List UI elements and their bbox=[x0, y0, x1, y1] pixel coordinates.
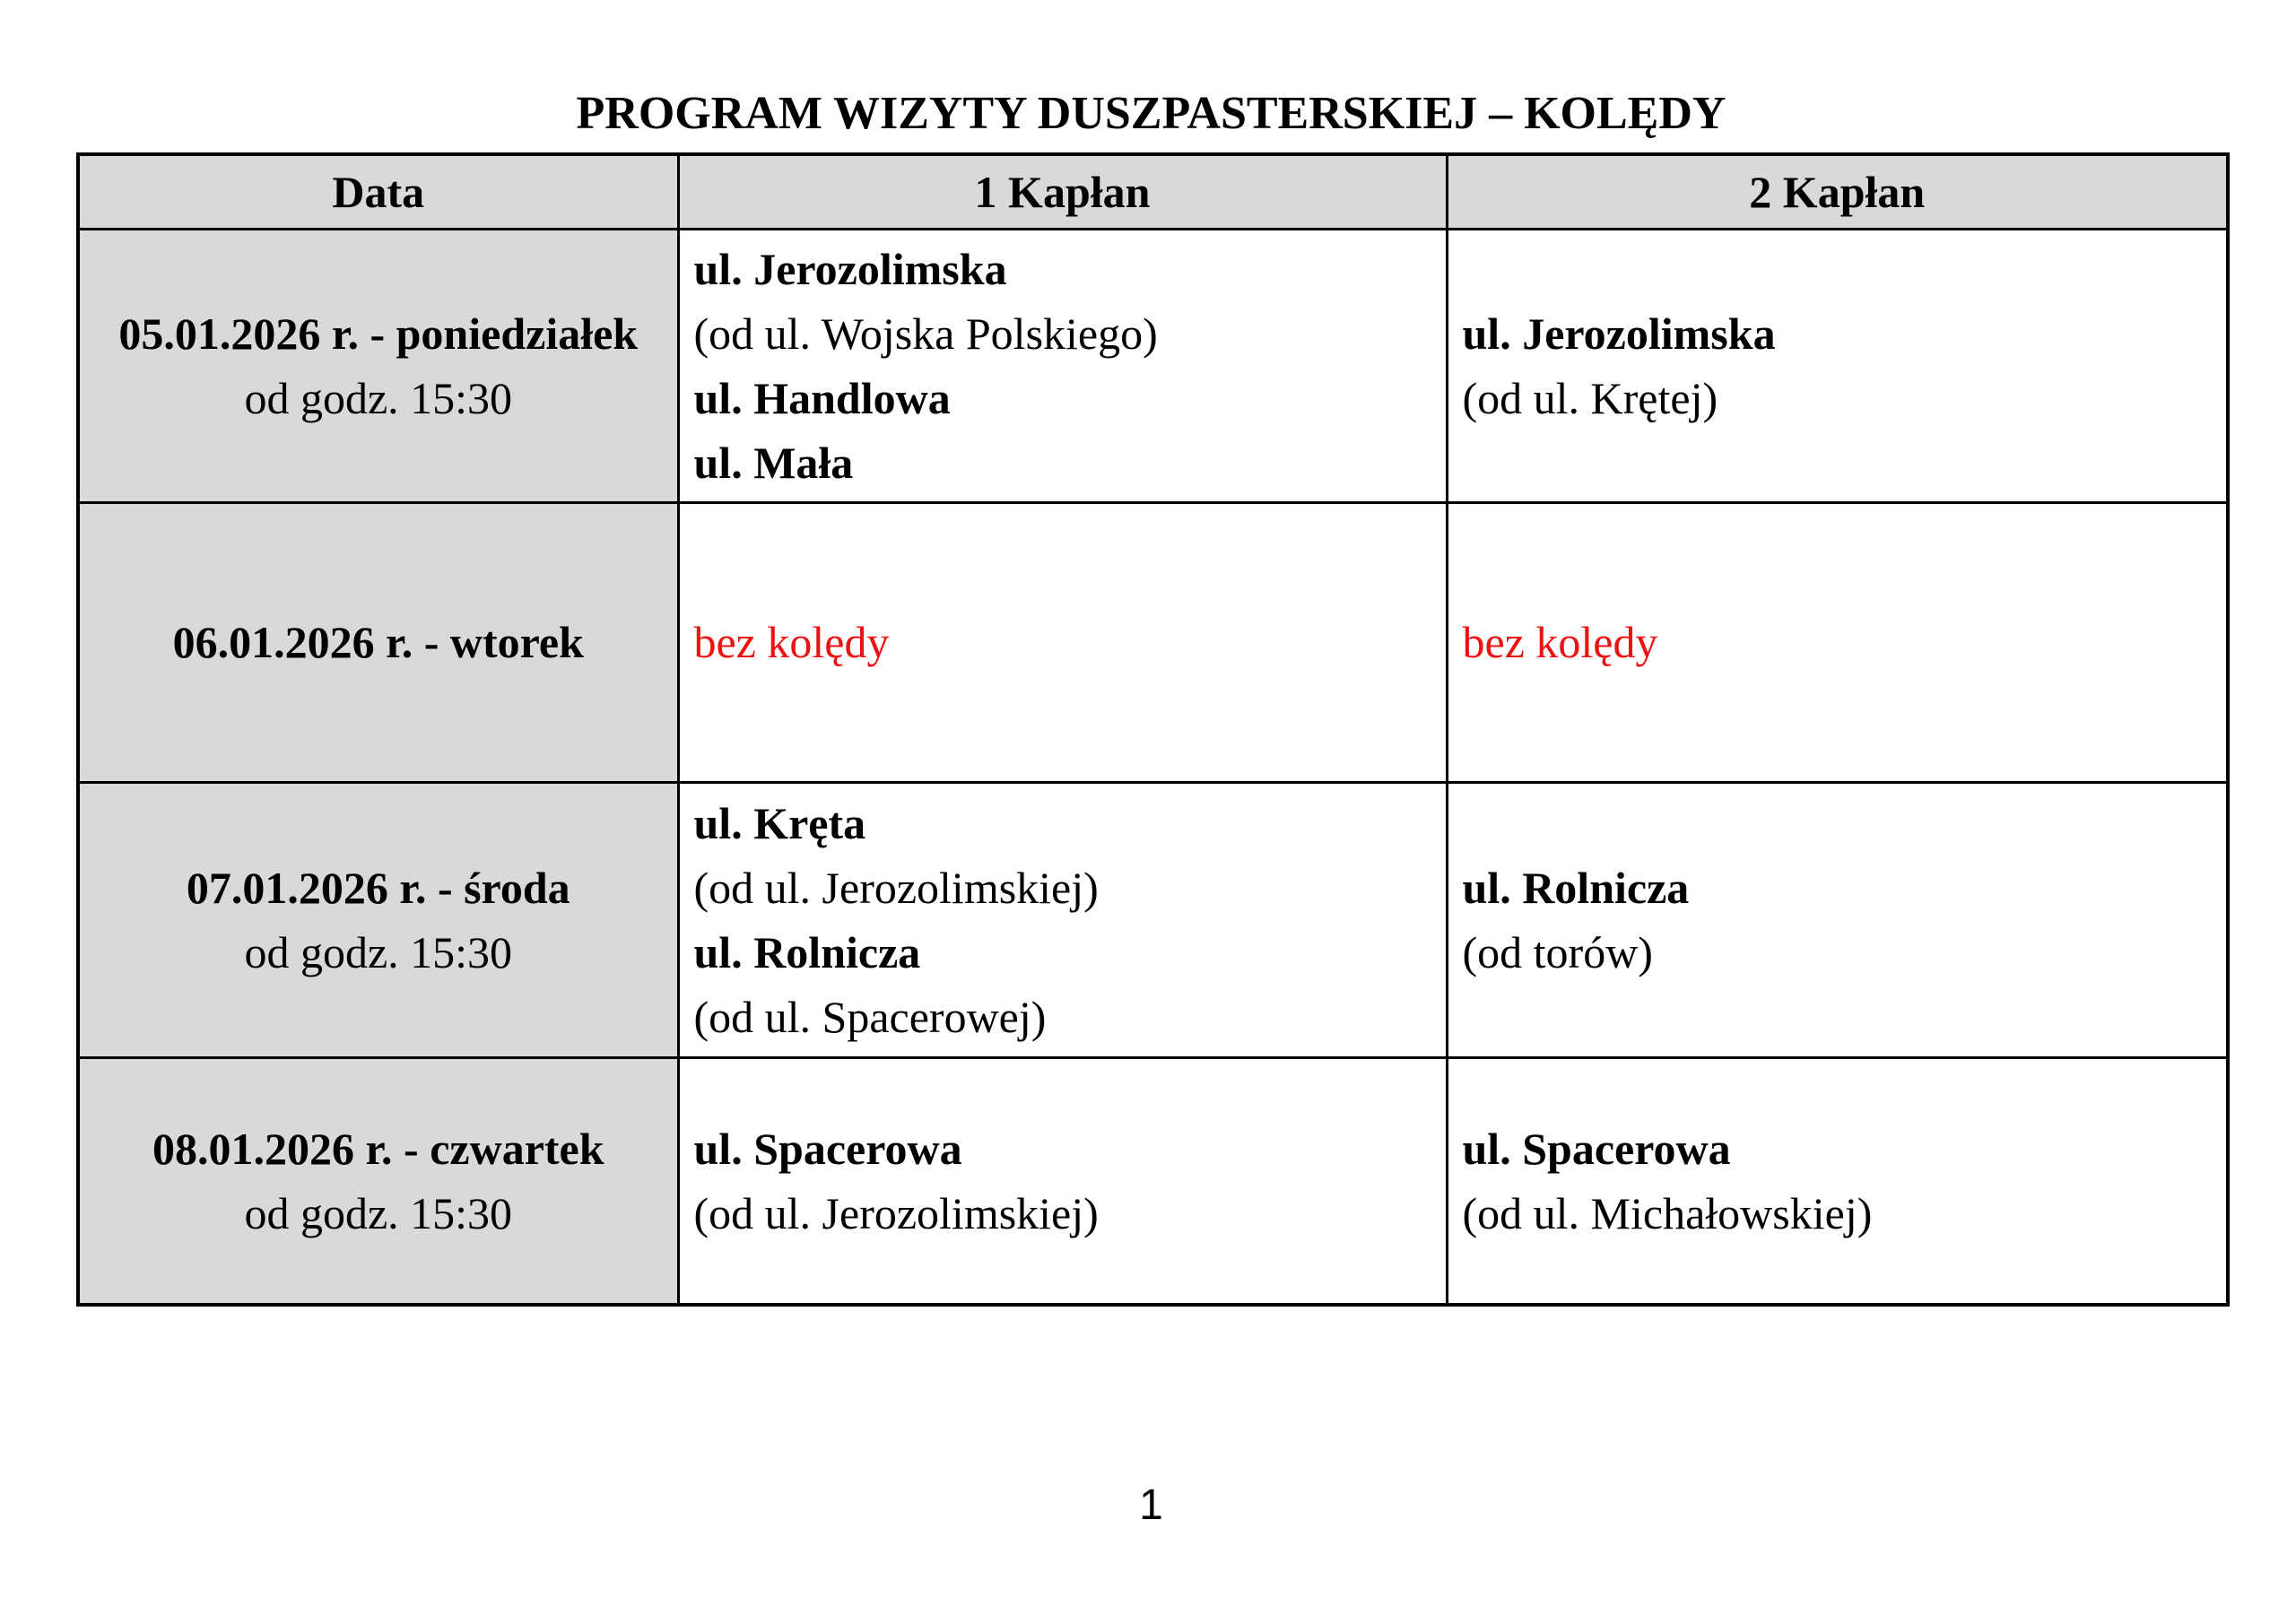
origin-note: (od ul. Spacerowej) bbox=[693, 991, 1047, 1042]
schedule-row bbox=[78, 229, 2228, 502]
street-line: ul. Jerozolimska bbox=[1462, 308, 1776, 359]
street-line: ul. Rolnicza bbox=[1462, 862, 1690, 913]
origin-note: (od ul. Wojska Polskiego) bbox=[693, 308, 1158, 359]
page-number: 1 bbox=[1139, 1481, 1163, 1529]
kaplan-1-cell bbox=[678, 782, 1447, 1057]
kaplan-1-cell bbox=[678, 502, 1447, 782]
street-line: ul. Spacerowa bbox=[1462, 1123, 1731, 1174]
origin-note: (od ul. Krętej) bbox=[1462, 372, 1718, 423]
date-cell bbox=[78, 782, 678, 1057]
schedule-row bbox=[78, 1057, 2228, 1305]
date-text: 07.01.2026 r. - środa bbox=[186, 862, 570, 913]
schedule-table bbox=[76, 152, 2230, 1307]
column-header-kaplan-2: 2 Kapłan bbox=[1447, 154, 2228, 229]
schedule-row bbox=[78, 782, 2228, 1057]
document-title: PROGRAM WIZYTY DUSZPASTERSKIEJ – KOLĘDY bbox=[576, 88, 1726, 139]
date-cell bbox=[78, 1057, 678, 1305]
kaplan-1-cell bbox=[678, 1057, 1447, 1305]
cancelled-note: bez kolędy bbox=[1462, 617, 1658, 667]
kaplan-2-cell bbox=[1447, 782, 2228, 1057]
kaplan-2-cell bbox=[1447, 502, 2228, 782]
schedule-body bbox=[78, 229, 2228, 1305]
street-line: ul. Mała bbox=[693, 437, 854, 488]
street-line: ul. Spacerowa bbox=[693, 1123, 962, 1174]
date-text: 05.01.2026 r. - poniedziałek bbox=[118, 308, 639, 359]
date-text: 08.01.2026 r. - czwartek bbox=[152, 1123, 604, 1174]
kaplan-1-cell bbox=[678, 229, 1447, 502]
date-cell bbox=[78, 502, 678, 782]
time-text: od godz. 15:30 bbox=[244, 1187, 513, 1238]
column-header-kaplan-1: 1 Kapłan bbox=[678, 154, 1447, 229]
header-row bbox=[78, 154, 2228, 229]
street-line: ul. Rolnicza bbox=[693, 926, 921, 977]
column-header-data: Data bbox=[78, 154, 678, 229]
date-cell bbox=[78, 229, 678, 502]
origin-note: (od ul. Jerozolimskiej) bbox=[693, 862, 1099, 913]
time-text: od godz. 15:30 bbox=[244, 372, 513, 423]
date-text: 06.01.2026 r. - wtorek bbox=[172, 617, 584, 667]
origin-note: (od ul. Jerozolimskiej) bbox=[693, 1187, 1099, 1238]
cancelled-note: bez kolędy bbox=[693, 617, 890, 667]
kaplan-2-cell bbox=[1447, 1057, 2228, 1305]
origin-note: (od ul. Michałowskiej) bbox=[1462, 1187, 1873, 1238]
schedule-row bbox=[78, 502, 2228, 782]
time-text: od godz. 15:30 bbox=[244, 926, 513, 977]
kaplan-2-cell bbox=[1447, 229, 2228, 502]
street-line: ul. Jerozolimska bbox=[693, 243, 1007, 294]
origin-note: (od torów) bbox=[1462, 926, 1653, 977]
street-line: ul. Handlowa bbox=[693, 372, 951, 423]
street-line: ul. Kręta bbox=[693, 797, 866, 848]
